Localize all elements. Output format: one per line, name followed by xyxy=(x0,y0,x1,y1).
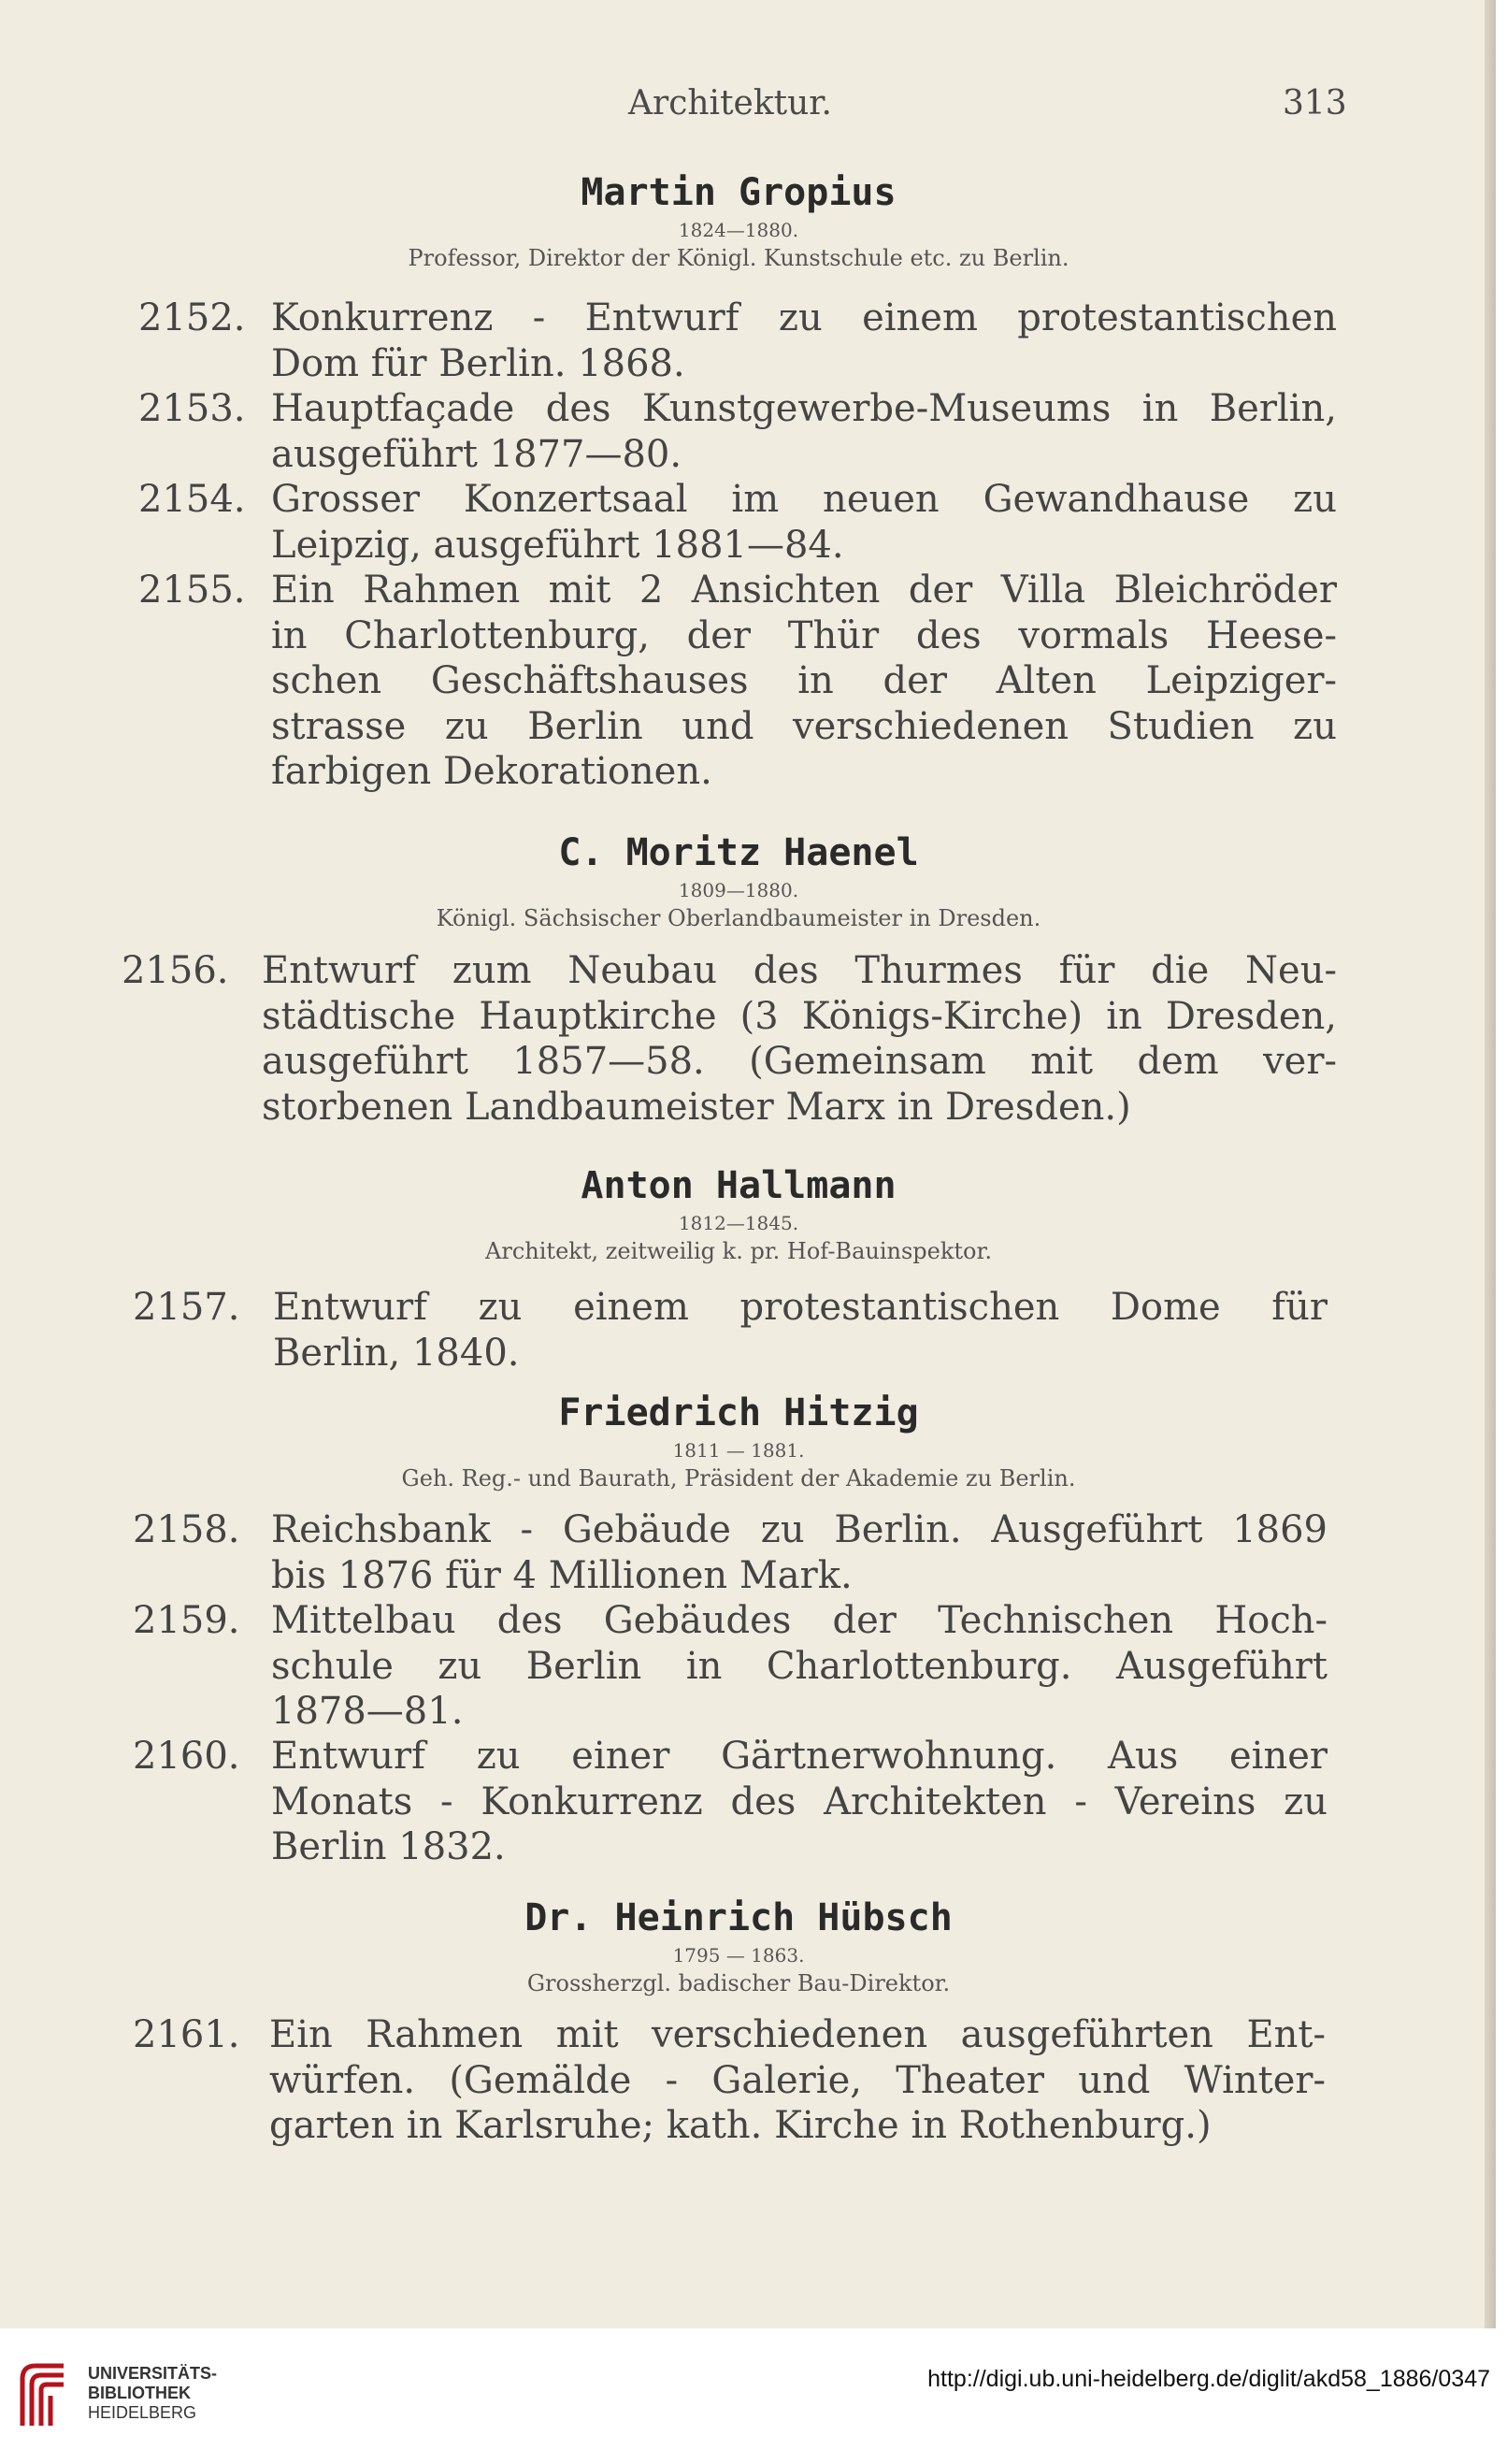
architect-name: C. Moritz Haenel xyxy=(558,831,919,874)
entry-line: 1878—81. xyxy=(271,1690,464,1733)
entry-line: storbenen Landbaumeister Marx in Dresden.) xyxy=(262,1085,1131,1129)
architect-heading-hallmann xyxy=(140,1163,1337,1266)
source-url-link[interactable]: http://digi.ub.uni-heidelberg.de/diglit/akd58_1886/0347 xyxy=(927,2366,1490,2392)
entry-text xyxy=(271,1598,1328,1735)
entry-text xyxy=(271,1734,1328,1870)
architect-heading-huebsch xyxy=(140,1895,1337,1998)
entry-line: Dom für Berlin. 1868. xyxy=(271,341,685,385)
entry-number: 2155. xyxy=(138,569,246,612)
architect-title: Königl. Sächsischer Oberlandbaumeister in Dresden. xyxy=(436,905,1041,931)
entry-line: Berlin, 1840. xyxy=(273,1331,520,1375)
entry-text xyxy=(271,386,1337,477)
entry-line: strasse zu Berlin und verschiedenen Studien zu xyxy=(271,704,1337,748)
architect-years: 1795 — 1863. xyxy=(672,1944,805,1967)
entry-line: Reichsbank - Gebäude zu Berlin. Ausgeführt 1869 xyxy=(271,1508,1328,1551)
architect-heading-haenel xyxy=(140,830,1337,933)
entry-line: garten in Karlsruhe; kath. Kirche in Rothenburg.) xyxy=(269,2104,1212,2147)
architect-title: Architekt, zeitweilig k. pr. Hof-Bauinspektor. xyxy=(485,1238,992,1264)
entry-line: Ein Rahmen mit 2 Ansichten der Villa Bleichröder xyxy=(271,569,1337,612)
entry-text xyxy=(271,1507,1328,1598)
entry-line: Entwurf zu einer Gärtnerwohnung. Aus einer xyxy=(271,1735,1328,1778)
page-edge xyxy=(1485,0,1496,2328)
library-footer xyxy=(0,2328,1507,2464)
architect-name: Anton Hallmann xyxy=(581,1164,897,1207)
entry-number: 2153. xyxy=(138,387,246,430)
entry-line: Berlin 1832. xyxy=(271,1825,506,1868)
entry-text xyxy=(269,2012,1326,2149)
library-name-line: UNIVERSITÄTS- xyxy=(88,2364,218,2383)
architect-heading-gropius xyxy=(140,170,1337,273)
entry-line: Monats - Konkurrenz des Architekten - Vereins zu xyxy=(271,1780,1328,1823)
library-name xyxy=(88,2364,217,2423)
entry-line: ausgeführt 1877—80. xyxy=(271,432,682,476)
entry-number: 2154. xyxy=(138,478,246,521)
entry-line: Leipzig, ausgeführt 1881—84. xyxy=(271,523,844,567)
entry-line: farbigen Dekorationen. xyxy=(271,750,712,793)
architect-name: Martin Gropius xyxy=(581,171,897,214)
architect-title: Professor, Direktor der Königl. Kunstschule etc. zu Berlin. xyxy=(408,245,1069,271)
entry-line: städtische Hauptkirche (3 Königs-Kirche) in Dresden, xyxy=(262,994,1337,1038)
architect-title: Geh. Reg.- und Baurath, Präsident der Akademie zu Berlin. xyxy=(401,1465,1076,1491)
entry-line: in Charlottenburg, der Thür des vormals Heese- xyxy=(271,613,1337,657)
entry-number: 2158. xyxy=(133,1508,240,1551)
architect-years: 1812—1845. xyxy=(678,1212,799,1234)
entry-number: 2157. xyxy=(133,1286,240,1329)
entry-text xyxy=(271,477,1337,568)
entry-number: 2156. xyxy=(122,949,229,992)
architect-years: 1811 — 1881. xyxy=(672,1439,805,1462)
running-title: Architektur. xyxy=(628,84,833,122)
entry-line: schen Geschäftshauses in der Alten Leipziger- xyxy=(271,659,1337,702)
entry-number: 2160. xyxy=(133,1735,240,1778)
entry-line: Hauptfaçade des Kunstgewerbe-Museums in Berlin, xyxy=(271,387,1337,430)
entry-line: ausgeführt 1857—58. (Gemeinsam mit dem ver- xyxy=(262,1040,1337,1083)
entry-line: Konkurrenz - Entwurf zu einem protestantischen xyxy=(271,296,1337,339)
architect-years: 1824—1880. xyxy=(678,219,799,241)
running-head xyxy=(0,84,1496,131)
architect-title: Grossherzgl. badischer Bau-Direktor. xyxy=(526,1970,951,1996)
entry-line: würfen. (Gemälde - Galerie, Theater und Winter- xyxy=(269,2058,1326,2102)
entry-text xyxy=(273,1285,1328,1376)
library-name-line: BIBLIOTHEK xyxy=(88,2384,191,2402)
entry-line: bis 1876 für 4 Millionen Mark. xyxy=(271,1553,853,1597)
library-logo-icon xyxy=(17,2358,75,2433)
entry-line: Entwurf zu einem protestantischen Dome für xyxy=(273,1286,1328,1329)
architect-name: Dr. Heinrich Hübsch xyxy=(524,1896,953,1939)
entry-text xyxy=(271,568,1337,795)
entry-text xyxy=(271,295,1337,386)
entry-line: Grosser Konzertsaal im neuen Gewandhause zu xyxy=(271,478,1337,521)
entry-number: 2161. xyxy=(133,2013,240,2056)
architect-name: Friedrich Hitzig xyxy=(558,1391,919,1434)
library-name-line: HEIDELBERG xyxy=(88,2403,197,2422)
architect-years: 1809—1880. xyxy=(678,879,799,901)
entry-line: schule zu Berlin in Charlottenburg. Ausgeführt xyxy=(271,1644,1328,1688)
page-number: 313 xyxy=(1283,84,1347,122)
entry-text xyxy=(262,948,1337,1130)
architect-heading-hitzig xyxy=(140,1391,1337,1493)
entry-number: 2159. xyxy=(133,1599,240,1642)
entry-line: Ein Rahmen mit verschiedenen ausgeführten Ent- xyxy=(269,2013,1326,2056)
entry-line: Entwurf zum Neubau des Thurmes für die Neu- xyxy=(262,949,1337,992)
entry-line: Mittelbau des Gebäudes der Technischen Hoch- xyxy=(271,1599,1328,1642)
entry-number: 2152. xyxy=(138,296,246,339)
